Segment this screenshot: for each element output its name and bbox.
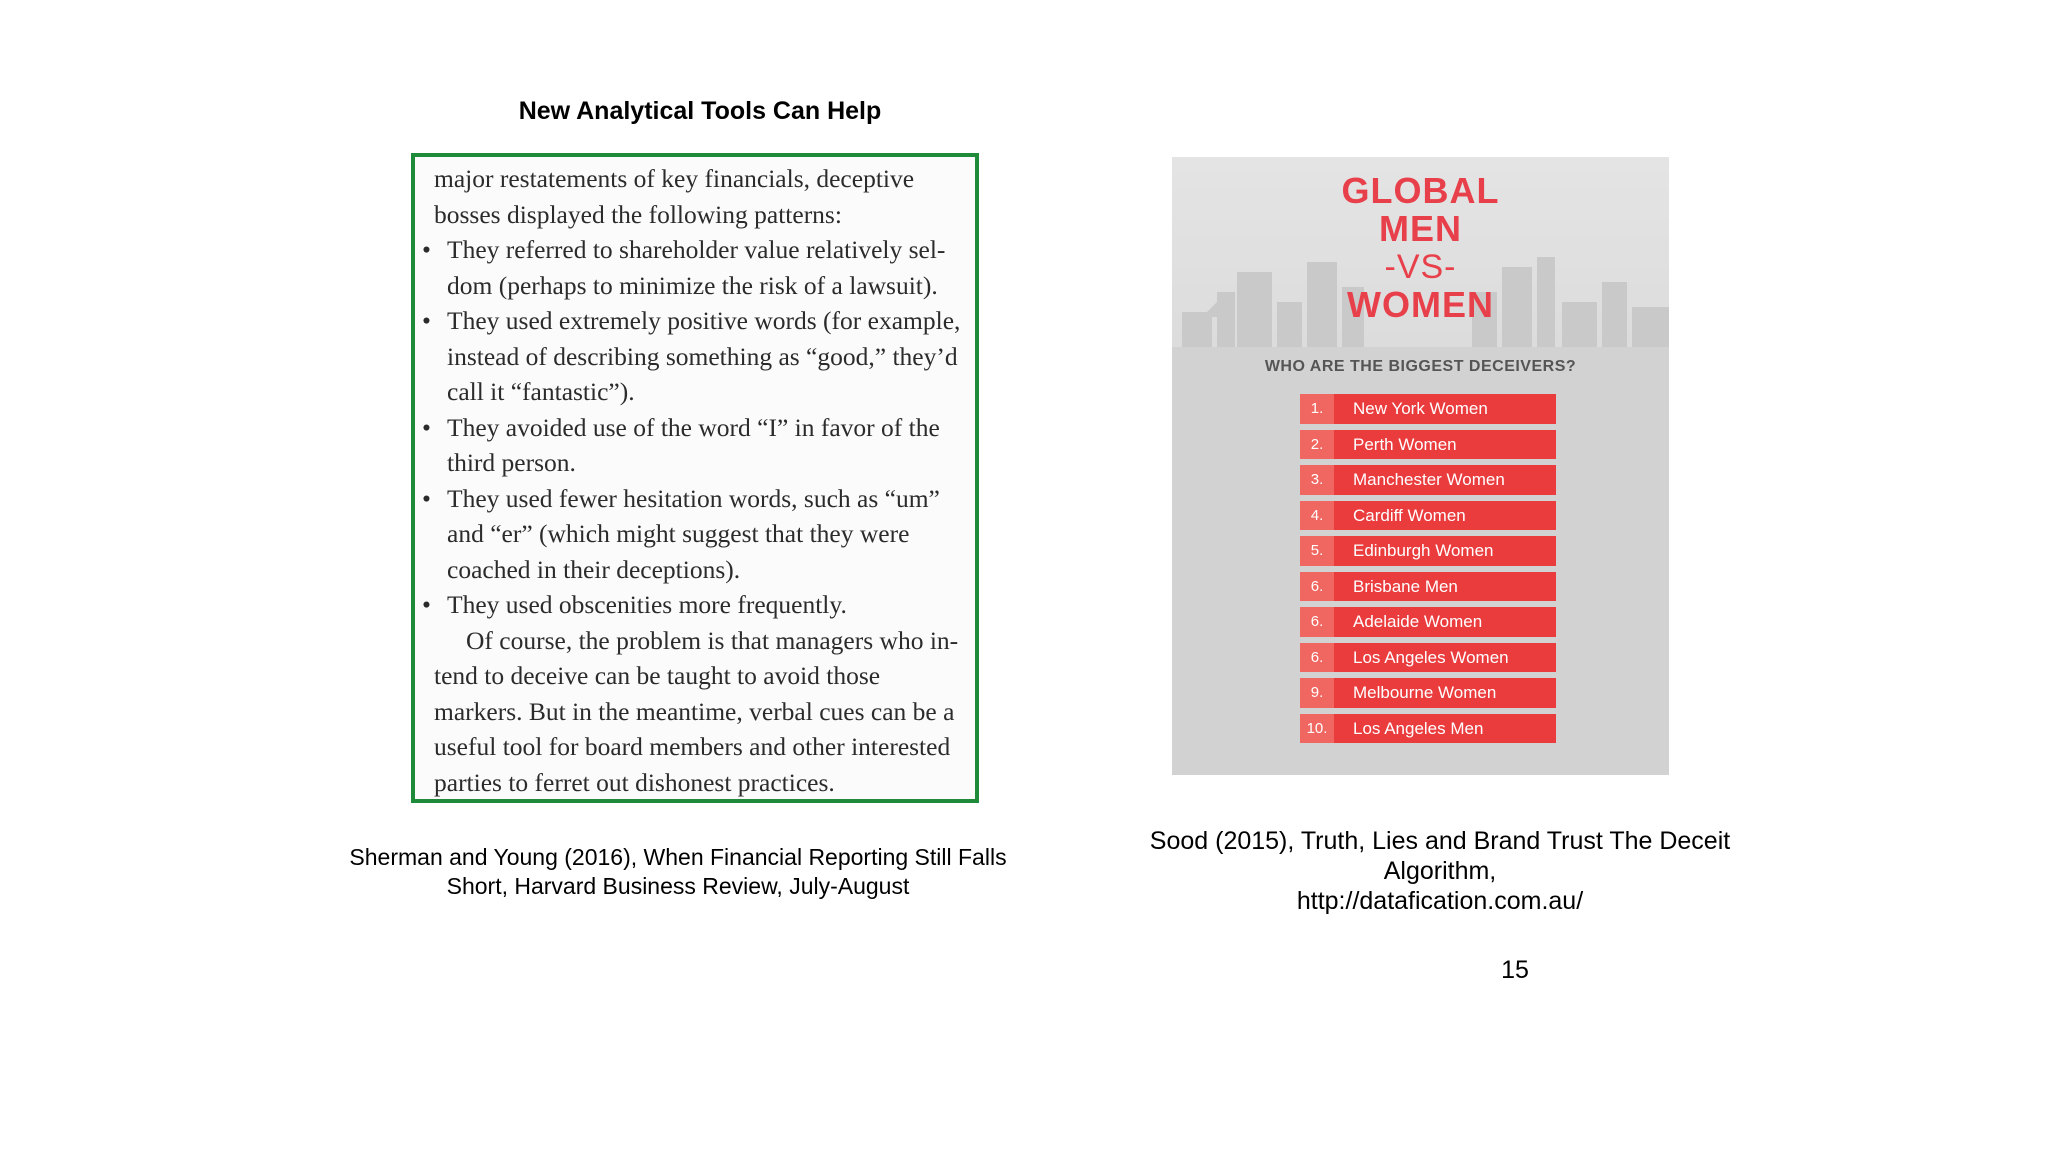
list-item: • They used fewer hesitation words, such as “um” and “er” (which might suggest that they were coached in their deceptions). <box>434 481 961 588</box>
ranking-row <box>1300 607 1556 637</box>
article-excerpt <box>411 153 979 803</box>
ranking-row <box>1300 465 1556 495</box>
article-intro: major restatements of key financials, deceptive bosses displayed the following patterns: <box>434 164 915 229</box>
bullet-icon: • <box>422 590 431 619</box>
ranking-row <box>1300 714 1556 744</box>
ranking-list <box>1300 394 1556 749</box>
ranking-row <box>1300 501 1556 531</box>
slide-title: New Analytical Tools Can Help <box>518 97 882 125</box>
bullet-icon: • <box>422 306 431 335</box>
ranking-row <box>1300 430 1556 460</box>
rank-label: Los Angeles Men <box>1353 718 1484 738</box>
bullet-icon: • <box>422 483 431 513</box>
ranking-row <box>1300 536 1556 566</box>
rank-number: 9. <box>1300 678 1334 708</box>
rank-number: 6. <box>1300 572 1334 602</box>
citation-line: Sherman and Young (2016), When Financial Reporting Still Falls <box>349 844 1007 870</box>
rank-number: 10. <box>1300 714 1334 744</box>
citation-line: Sood (2015), Truth, Lies and Brand Trust The Deceit <box>1149 827 1731 855</box>
ranking-row <box>1300 643 1556 673</box>
rank-label: Manchester Women <box>1353 470 1505 489</box>
article-bullet-list <box>422 232 961 623</box>
rank-number: 2. <box>1300 430 1334 460</box>
citation-line: Algorithm, <box>1383 857 1497 885</box>
rank-number: 6. <box>1300 643 1334 673</box>
rank-number: 6. <box>1300 607 1334 637</box>
rank-number: 1. <box>1300 394 1334 424</box>
citation-line: Short, Harvard Business Review, July-August <box>446 873 910 899</box>
rank-label: Cardiff Women <box>1353 505 1466 525</box>
rank-label: Melbourne Women <box>1353 683 1497 702</box>
rank-label: Brisbane Men <box>1353 576 1458 596</box>
citation-url: http://datafication.com.au/ <box>1296 887 1584 915</box>
deceivers-infographic <box>1172 157 1669 775</box>
citation-left <box>330 843 1026 901</box>
infographic-subtitle: WHO ARE THE BIGGEST DECEIVERS? <box>1264 358 1577 375</box>
list-item: • They used extremely positive words (for example, instead of describing something as “good,” they’d call it “fantastic”). <box>434 303 961 410</box>
rank-label: Adelaide Women <box>1353 612 1483 631</box>
rank-label: Perth Women <box>1353 434 1457 454</box>
ranking-row <box>1300 394 1556 424</box>
rank-label: New York Women <box>1353 399 1488 418</box>
ranking-row <box>1300 678 1556 708</box>
rank-number: 3. <box>1300 465 1334 495</box>
article-closing: Of course, the problem is that managers who in-tend to deceive can be taught to avoid those markers. But in the meantime, verbal cues can be a useful tool for board members and other interested parties to ferret out dishonest practices. <box>434 625 959 797</box>
infographic-title: GLOBAL MEN -VS- WOMEN <box>1341 170 1500 325</box>
bullet-icon: • <box>422 412 431 442</box>
list-item: • They referred to shareholder value relatively sel-dom (perhaps to minimize the risk of a lawsuit). <box>434 232 961 303</box>
citation-right <box>1110 826 1770 916</box>
rank-number: 4. <box>1300 501 1334 531</box>
bullet-icon: • <box>422 235 431 264</box>
rank-number: 5. <box>1300 536 1334 566</box>
rank-label: Edinburgh Women <box>1353 541 1494 560</box>
list-item: • They used obscenities more frequently. <box>434 587 961 623</box>
page-number: 15 <box>1501 956 1529 984</box>
rank-label: Los Angeles Women <box>1353 647 1509 667</box>
ranking-row <box>1300 572 1556 602</box>
list-item: • They avoided use of the word “I” in favor of the third person. <box>434 410 961 481</box>
